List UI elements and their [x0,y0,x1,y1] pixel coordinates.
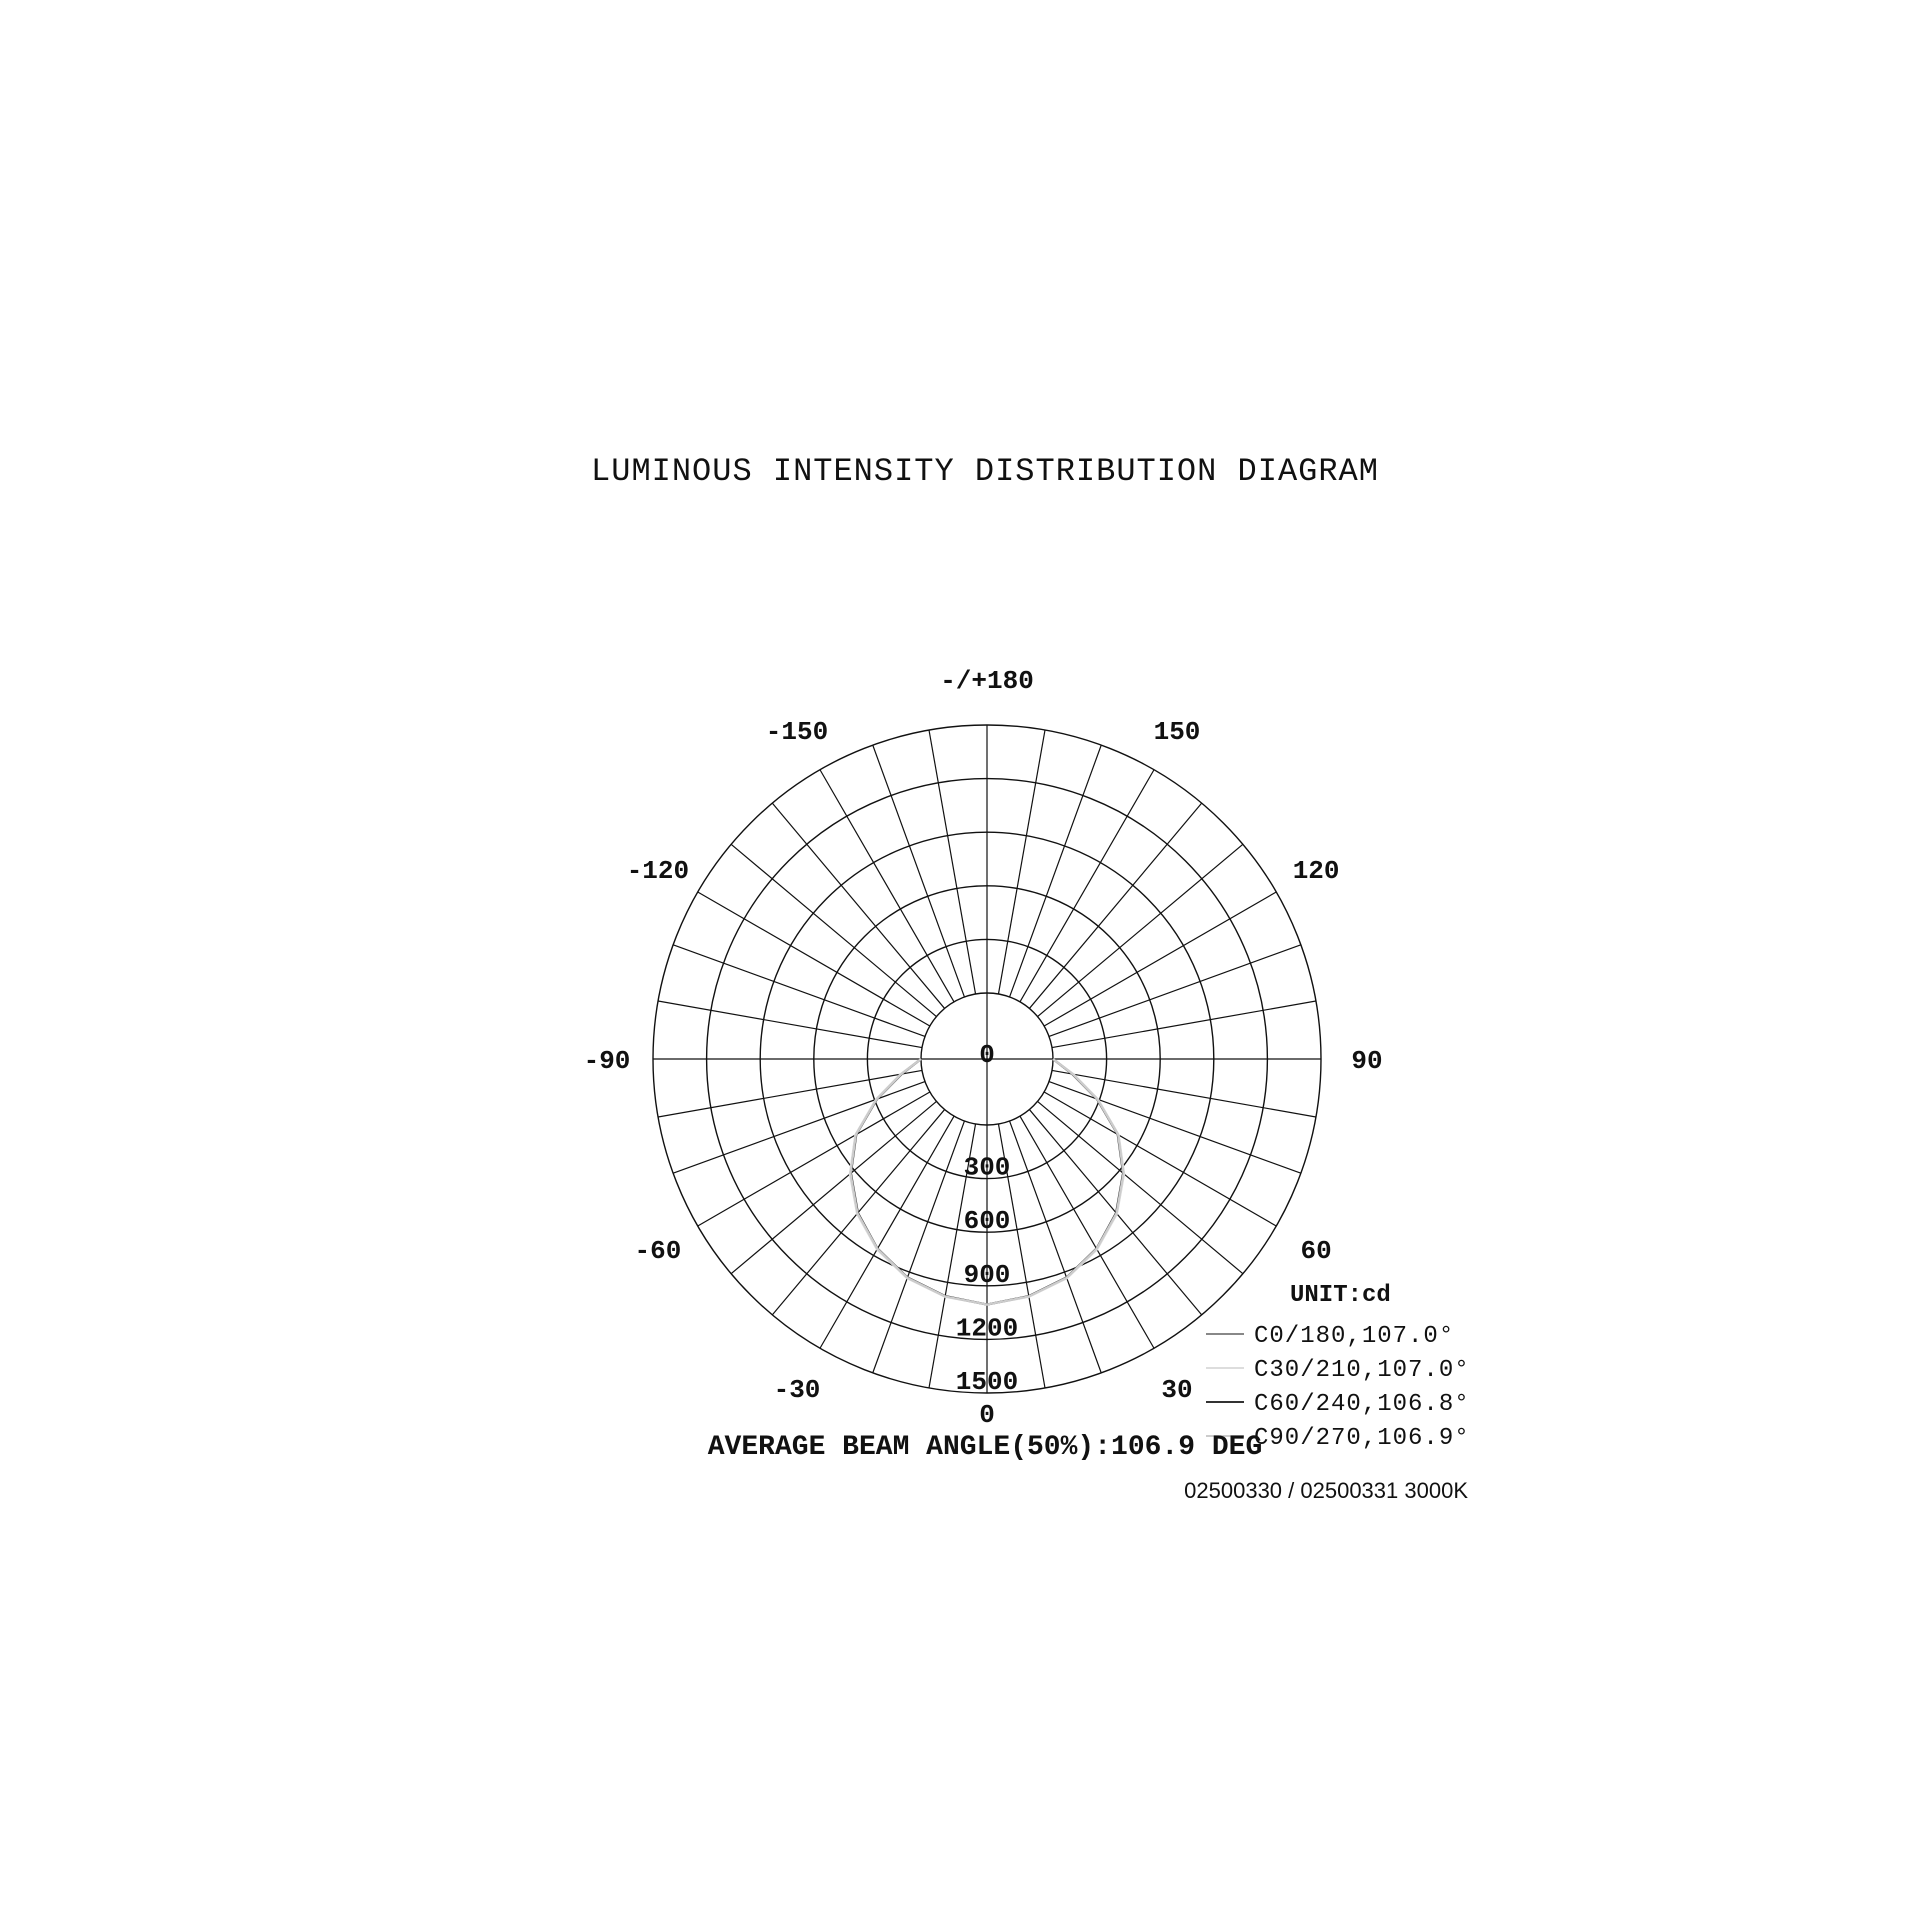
radial-label-600: 600 [963,1206,1011,1237]
angle-label-150: 150 [1153,716,1201,747]
angle-label-m90: -90 [583,1046,631,1076]
unit-label: UNIT:cd [1290,1282,1391,1309]
radial-label-0: 0 [979,1040,995,1070]
angle-label-60: 60 [1300,1236,1332,1266]
grid-spoke-140 [1029,803,1201,1008]
grid-spoke-220 [772,803,944,1008]
angle-label-m120: -120 [626,856,690,886]
legend-label-0: C0/180,107.0° [1254,1323,1455,1350]
beam-angle-label: AVERAGE BEAM ANGLE(50%):106.9 DEG [707,1432,1263,1463]
radial-label-900: 900 [963,1259,1011,1290]
angle-label-m30: -30 [773,1375,821,1406]
angle-label-120: 120 [1292,856,1340,886]
grid-spoke-340 [873,1121,965,1373]
product-label: 02500330 / 02500331 3000K [1184,1478,1468,1503]
legend-label-3: C90/270,106.9° [1254,1425,1470,1452]
grid-spoke-250 [673,945,925,1037]
grid-spoke-230 [731,844,936,1016]
angle-label-180: -/+180 [940,666,1034,696]
grid-spoke-260 [658,1001,922,1048]
angle-label-0: 0 [979,1400,995,1430]
grid-spoke-110 [1049,945,1301,1037]
chart-title: LUMINOUS INTENSITY DISTRIBUTION DIAGRAM [591,453,1379,490]
grid-spoke-100 [1052,1001,1316,1048]
grid-spoke-200 [873,745,965,997]
angle-label-90: 90 [1351,1046,1383,1076]
grid-spoke-190 [929,730,976,994]
angle-label-m60: -60 [634,1236,682,1266]
grid-spoke-70 [1049,1082,1301,1174]
legend-label-1: C30/210,107.0° [1254,1357,1470,1384]
radial-label-1500: 1500 [955,1367,1019,1397]
grid-spoke-50 [1038,1101,1243,1273]
radial-label-300: 300 [963,1152,1011,1183]
grid-spoke-160 [1010,745,1102,997]
legend-label-2: C60/240,106.8° [1254,1391,1470,1418]
grid-spoke-310 [731,1101,936,1273]
grid-spoke-130 [1038,844,1243,1016]
grid-spoke-170 [998,730,1045,994]
grid-spoke-290 [673,1082,925,1174]
angle-label-m150: -150 [765,716,829,747]
angle-label-30: 30 [1161,1375,1193,1406]
grid-spoke-20 [1010,1121,1102,1373]
radial-label-1200: 1200 [955,1313,1019,1344]
